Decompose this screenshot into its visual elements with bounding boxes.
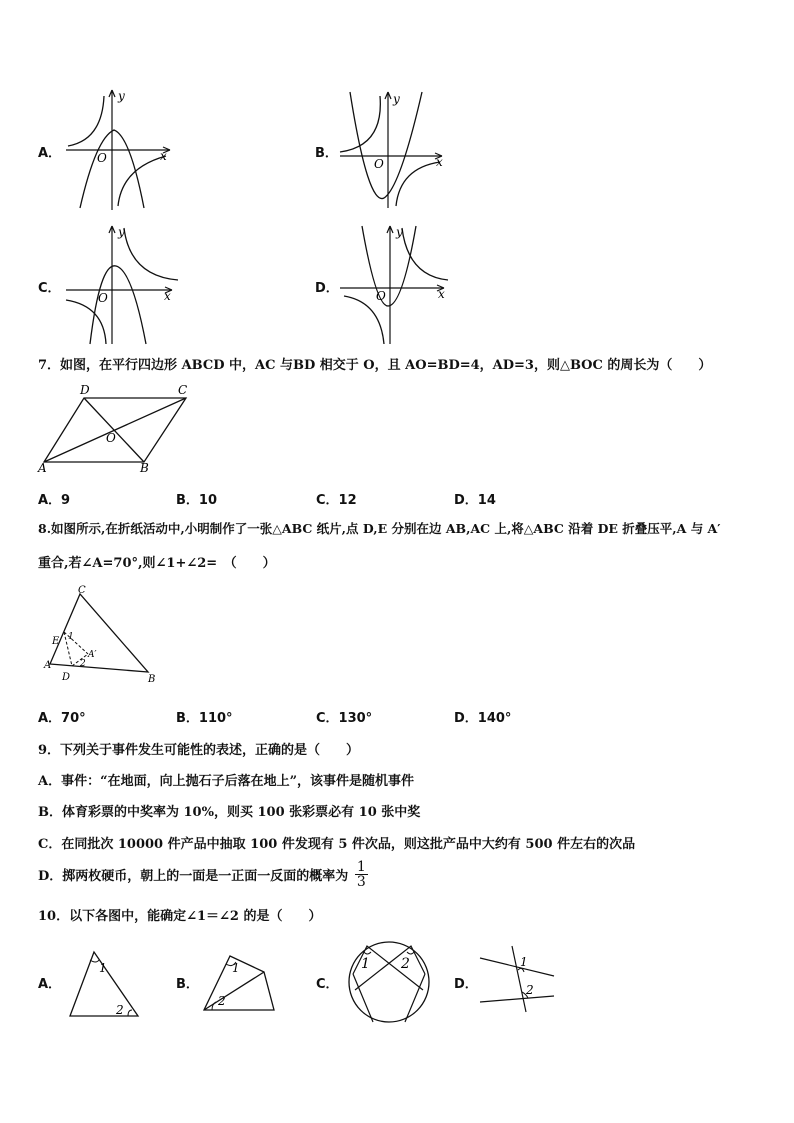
q6d-y-label: y: [396, 225, 403, 239]
q8-choice-d: D．140°: [454, 711, 512, 726]
q6d-origin-label: O: [376, 289, 386, 303]
q8-choice-c: C．130°: [316, 711, 373, 726]
q6-graph-b: [340, 88, 450, 213]
q10-option-d-label: D．: [454, 977, 478, 992]
q8-choice-a: A．70°: [38, 711, 86, 726]
q6b-y-label: y: [393, 92, 400, 106]
q8-label-d: D: [62, 672, 71, 683]
q10b-label-1: 1: [232, 961, 240, 975]
q9-option-c: C．在同批次 10000 件产品中抽取 100 件发现有 5 件次品，则这批产品中大约有 500 件左右的次品: [38, 837, 636, 852]
q9-option-d: D．掷两枚硬币，朝上的一面是一正面一反面的概率为: [38, 869, 349, 884]
q8-label-a-prime: A′: [88, 650, 97, 660]
q10b-label-2: 2: [218, 994, 226, 1008]
q8-question-line2: 重合,若∠A=70°,则∠1+∠2= （ ）: [38, 556, 276, 571]
q8-label-b: B: [148, 674, 156, 685]
q6c-x-label: x: [164, 289, 171, 303]
q9-question-text: 9．下列关于事件发生可能性的表述，正确的是（ ）: [38, 743, 360, 758]
q7-choice-a: A．9: [38, 493, 71, 508]
q10-option-a-label: A．: [38, 977, 62, 992]
q6a-origin-label: O: [97, 151, 107, 165]
q6-graph-c: [66, 222, 181, 347]
q9-fraction-denominator: 3: [356, 874, 366, 890]
q8-label-a: A: [44, 660, 52, 671]
q7-choice-c: C．12: [316, 493, 357, 508]
q10-figure-b: [200, 950, 280, 1016]
q10-figure-c: [345, 934, 435, 1026]
q10-figure-d: [478, 944, 558, 1014]
q6-option-c-label: C．: [38, 281, 61, 296]
q10-option-c-label: C．: [316, 977, 339, 992]
q8-question-line1: 8.如图所示,在折纸活动中,小明制作了一张△ABC 纸片,点 D,E 分别在边 AB,AC 上,将△ABC 沿着 DE 折叠压平,A 与 A′: [38, 521, 721, 536]
q10-figure-a: [66, 948, 144, 1020]
q7-label-a: A: [38, 461, 47, 475]
q8-fold-triangle-figure: [38, 584, 163, 684]
q6c-y-label: y: [118, 225, 125, 239]
q10c-label-2: 2: [401, 956, 410, 972]
q6d-x-label: x: [438, 287, 445, 301]
q6-graph-d: [340, 222, 452, 347]
q7-choice-b: B．10: [176, 493, 217, 508]
q7-label-o: O: [106, 431, 116, 445]
q10-question-text: 10．以下各图中，能确定∠1＝∠2 的是（ ）: [38, 909, 322, 924]
q6-option-a-label: A．: [38, 146, 62, 161]
q8-label-e: E: [52, 636, 60, 647]
q9-option-d-row: [38, 860, 368, 889]
q10d-label-1: 1: [520, 955, 528, 969]
q6-option-d-label: D．: [315, 281, 339, 296]
q6b-x-label: x: [436, 155, 443, 169]
q9-fraction: [355, 860, 368, 889]
q7-label-d: D: [80, 383, 90, 397]
q6-graph-a: [66, 88, 176, 213]
q10d-label-2: 2: [526, 983, 534, 997]
q9-fraction-numerator: 1: [356, 859, 366, 875]
q8-choice-b: B．110°: [176, 711, 233, 726]
q7-choice-d: D．14: [454, 493, 496, 508]
q6-option-b-label: B．: [315, 146, 338, 161]
q6b-origin-label: O: [374, 157, 384, 171]
q10-option-b-label: B．: [176, 977, 199, 992]
q9-option-a: A．事件：“在地面，向上抛石子后落在地上”，该事件是随机事件: [38, 774, 415, 789]
q10a-label-1: 1: [99, 961, 107, 975]
q6a-x-label: x: [160, 149, 167, 163]
q10c-label-1: 1: [361, 956, 370, 972]
q7-question-text: 7．如图，在平行四边形 ABCD 中，AC 与BD 相交于 O，且 AO=BD=4，AD=3，则△BOC 的周长为（ ）: [38, 358, 712, 373]
q8-label-angle2: 2: [80, 659, 86, 669]
q10a-label-2: 2: [116, 1003, 124, 1017]
q6a-y-label: y: [118, 89, 125, 103]
q7-label-c: C: [178, 383, 188, 397]
q8-label-c: C: [78, 585, 86, 596]
q7-parallelogram-figure: [36, 380, 196, 475]
q7-label-b: B: [140, 461, 149, 475]
q8-label-angle1: 1: [68, 632, 74, 642]
q6c-origin-label: O: [98, 291, 108, 305]
q9-option-b: B．体育彩票的中奖率为 10%，则买 100 张彩票必有 10 张中奖: [38, 805, 421, 820]
